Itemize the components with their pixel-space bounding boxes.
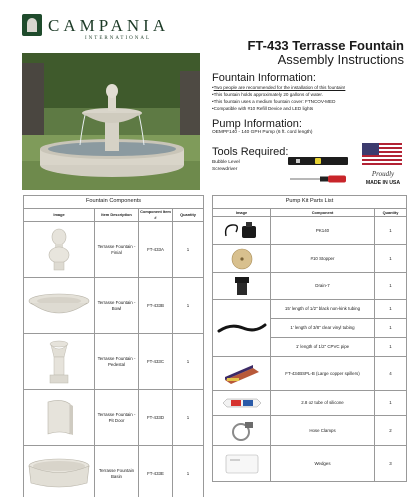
table-row — [24, 278, 204, 334]
table-row — [24, 222, 204, 278]
item-quantity: 1 — [173, 278, 204, 334]
table-row — [213, 391, 407, 416]
component: Wedges — [271, 446, 375, 482]
cell-image — [24, 278, 95, 334]
quantity: 1 — [375, 391, 407, 416]
table-row — [213, 273, 407, 300]
quantity: 1 — [375, 338, 407, 357]
table-row — [213, 446, 407, 482]
copper-spiller-icon — [223, 362, 261, 386]
component: 2.8 oz tube of silicone — [271, 391, 375, 416]
table-row — [213, 217, 407, 245]
proudly-text: Proudly — [371, 170, 395, 178]
table-row — [24, 390, 204, 446]
component: Hose Clamps — [271, 416, 375, 446]
component: FT-434BSPL-B (Large copper spillers) — [271, 357, 375, 391]
item-number: FT-433A — [139, 222, 173, 278]
basin-icon — [27, 457, 91, 491]
us-flag-icon — [362, 143, 402, 167]
quantity: 4 — [375, 357, 407, 391]
item-description: Terrasse Fountain - Finial — [95, 222, 139, 278]
table-row — [24, 334, 204, 390]
brand-sub: INTERNATIONAL — [85, 36, 151, 41]
cell-image — [24, 222, 95, 278]
screwdriver-icon — [290, 175, 346, 183]
quantity: 2 — [375, 416, 407, 446]
cell-image — [24, 390, 95, 446]
tubing-icon — [217, 321, 267, 335]
item-quantity: 1 — [173, 222, 204, 278]
tools-list — [212, 160, 240, 173]
stopper-icon — [231, 248, 253, 270]
pump-info-text: OEMPF140 - 140 GPH Pump (6 ft. cord length) — [212, 130, 313, 135]
column-header: Image — [213, 209, 271, 217]
bubble-level-icon — [288, 157, 348, 165]
item-description: Terrasse Fountain - Pedestal — [95, 334, 139, 390]
pit-door-icon — [42, 398, 76, 438]
list-item: • Compatible with #10 Refill Device and LED lights — [212, 105, 408, 112]
pump-kit-table — [212, 195, 407, 482]
component: 1' length of 3/8" clear vinyl tubing — [271, 319, 375, 338]
brand-logo — [22, 14, 182, 50]
component: 15' length of 1/2" black non-kink tubing — [271, 300, 375, 319]
logo-mark-icon — [22, 14, 42, 36]
table-row — [213, 416, 407, 446]
item-quantity: 1 — [173, 446, 204, 497]
column-header: Component Item # — [140, 209, 171, 220]
pump-icon — [222, 220, 262, 242]
quantity: 1 — [375, 245, 407, 273]
fountain-info-heading: Fountain Information: — [212, 72, 316, 84]
finial-icon — [42, 228, 76, 272]
table-row — [213, 245, 407, 273]
fountain-components-table — [23, 195, 204, 497]
bowl-icon — [27, 291, 91, 321]
pump-info-heading: Pump Information: — [212, 118, 302, 130]
cell-image — [213, 217, 271, 245]
quantity: 1 — [375, 273, 407, 300]
quantity: 1 — [375, 300, 407, 319]
cell-image — [24, 334, 95, 390]
column-header: Item Description — [95, 209, 139, 222]
cell-image — [213, 391, 271, 416]
item-number: FT-433C — [139, 334, 173, 390]
item-description: Terrasse Fountain Basin — [95, 446, 139, 497]
page-title: FT-433 Terrasse Fountain — [247, 38, 404, 53]
table-row — [213, 357, 407, 391]
cell-image — [213, 300, 271, 357]
tools-heading: Tools Required: — [212, 146, 289, 158]
item-number: FT-433E — [139, 446, 173, 497]
component: #10 Stopper — [271, 245, 375, 273]
cell-image — [24, 446, 95, 497]
list-item: • Two people are recommended for the installation of this fountain! — [212, 84, 408, 91]
tool-item: Screwdriver — [212, 166, 238, 172]
quantity: 3 — [375, 446, 407, 482]
table-row — [24, 446, 204, 497]
brand-name: CAMPANIA — [48, 16, 170, 35]
page-subtitle: Assembly Instructions — [277, 52, 404, 67]
fountain-info-list — [212, 84, 408, 112]
component: Drain-7 — [271, 273, 375, 300]
item-quantity: 1 — [173, 390, 204, 446]
cell-image — [213, 357, 271, 391]
quantity: 1 — [375, 217, 407, 245]
cell-image — [213, 245, 271, 273]
list-item: • This fountain uses a medium fountain cover: FTNCOV-MED — [212, 98, 408, 105]
item-number: FT-433B — [139, 278, 173, 334]
hose-clamp-icon — [229, 420, 255, 442]
table-row — [213, 300, 407, 319]
cell-image — [213, 273, 271, 300]
column-header: Image — [24, 209, 95, 222]
column-header: Quantity — [173, 209, 204, 222]
item-description: Terrasse Fountain - Pit Door — [95, 390, 139, 446]
table-title: Pump Kit Parts List — [213, 196, 407, 209]
silicone-tube-icon — [221, 396, 263, 410]
component: PK140 — [271, 217, 375, 245]
pedestal-icon — [44, 339, 74, 385]
item-number: FT-433D — [139, 390, 173, 446]
tool-item: Bubble Level — [212, 160, 240, 165]
fountain-photo — [22, 53, 200, 190]
made-in-usa-text: MADE IN USA — [365, 180, 401, 186]
item-quantity: 1 — [173, 334, 204, 390]
item-description: Terrasse Fountain - Bowl — [95, 278, 139, 334]
table-title: Fountain Components — [24, 196, 204, 209]
cell-image — [213, 446, 271, 482]
list-item: • This fountain holds approximately 20 gallons of water. — [212, 91, 408, 98]
column-header: Quantity — [375, 209, 407, 217]
column-header: Component — [271, 209, 375, 217]
quantity: 1 — [375, 319, 407, 338]
drain-icon — [231, 275, 253, 297]
cell-image — [213, 416, 271, 446]
wedges-icon — [222, 452, 262, 476]
component: 1' length of 1/2" CPVC pipe — [271, 338, 375, 357]
